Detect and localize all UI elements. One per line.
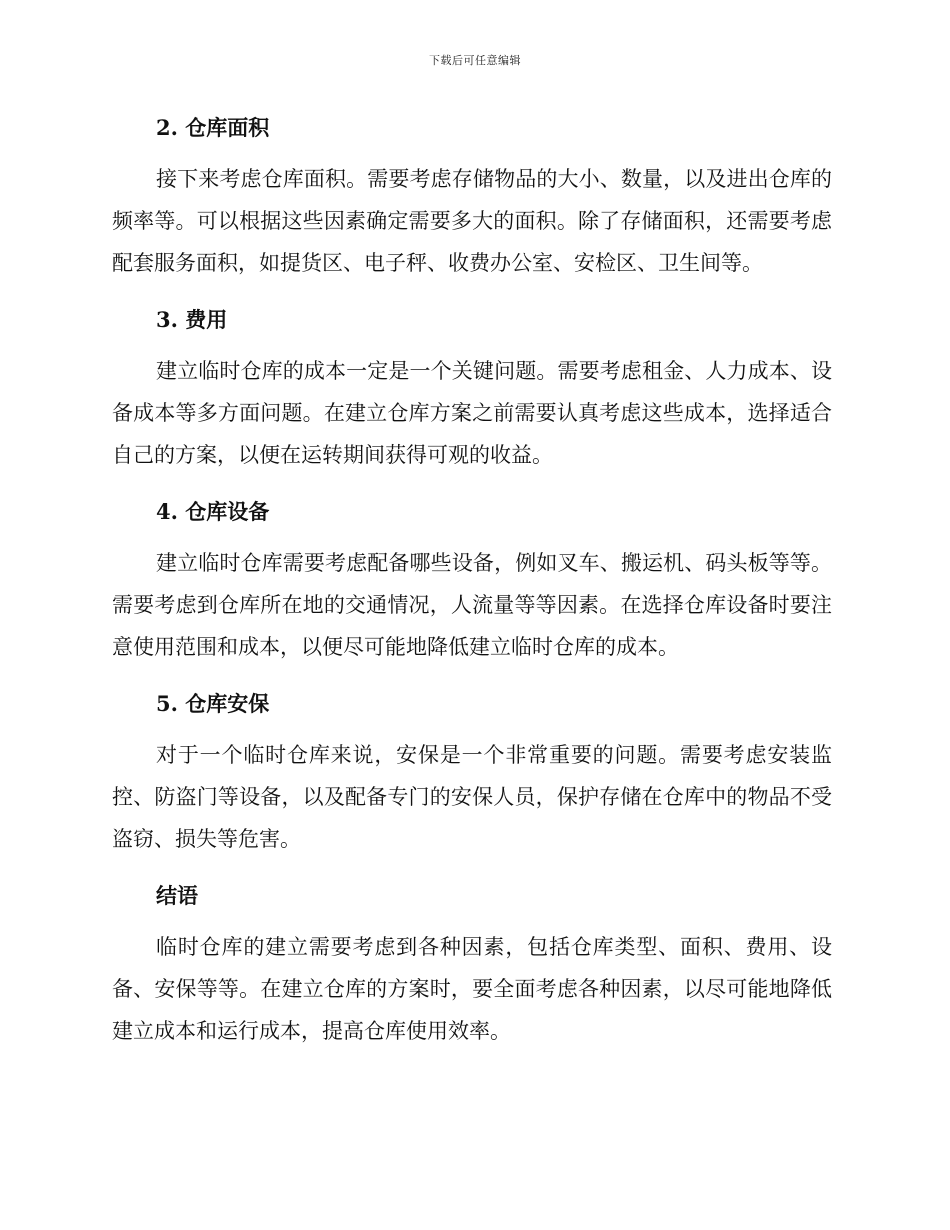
section-cost (112, 300, 832, 476)
section-paragraph: 对于一个临时仓库来说，安保是一个非常重要的问题。需要考虑安装监控、防盗门等设备，以及配备专门的安保人员，保护存储在仓库中的物品不受盗窃、损失等危害。 (112, 743, 832, 851)
section-conclusion (112, 876, 832, 1052)
section-warehouse-area (112, 108, 832, 284)
section-heading: 3. 费用 (156, 307, 228, 332)
section-heading: 2. 仓库面积 (156, 115, 270, 140)
page-header: 下载后可任意编辑 (429, 54, 521, 67)
section-paragraph: 建立临时仓库需要考虑配备哪些设备，例如叉车、搬运机、码头板等等。需要考虑到仓库所在地的交通情况，人流量等等因素。在选择仓库设备时要注意使用范围和成本，以便尽可能地降低建立临时仓库的成本。 (112, 551, 832, 659)
document-body (112, 108, 832, 1068)
section-paragraph: 临时仓库的建立需要考虑到各种因素，包括仓库类型、面积、费用、设备、安保等等。在建立仓库的方案时，要全面考虑各种因素，以尽可能地降低建立成本和运行成本，提高仓库使用效率。 (112, 935, 832, 1043)
section-warehouse-equipment (112, 492, 832, 668)
section-heading: 结语 (156, 883, 198, 908)
section-paragraph: 建立临时仓库的成本一定是一个关键问题。需要考虑租金、人力成本、设备成本等多方面问题。在建立仓库方案之前需要认真考虑这些成本，选择适合自己的方案，以便在运转期间获得可观的收益。 (112, 359, 832, 467)
section-warehouse-security (112, 684, 832, 860)
section-heading: 4. 仓库设备 (156, 499, 270, 524)
section-paragraph: 接下来考虑仓库面积。需要考虑存储物品的大小、数量，以及进出仓库的频率等。可以根据这些因素确定需要多大的面积。除了存储面积，还需要考虑配套服务面积，如提货区、电子秤、收费办公室、安检区、卫生间等。 (112, 167, 832, 275)
section-heading: 5. 仓库安保 (156, 691, 270, 716)
